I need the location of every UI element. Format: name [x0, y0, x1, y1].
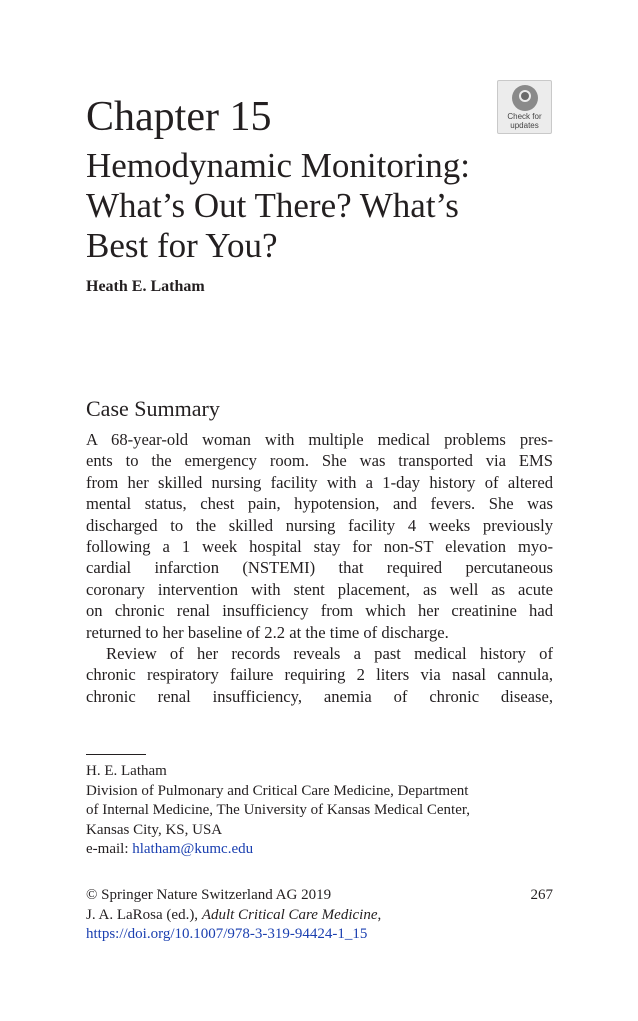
chapter-label: Chapter 15	[86, 94, 272, 140]
author-affiliation	[86, 762, 470, 860]
email-row	[86, 840, 470, 860]
affiliation-line: of Internal Medicine, The University of Kansas Medical Center,	[86, 802, 471, 818]
text-line: chronic renal insufficiency, anemia of chronic disease,	[86, 686, 553, 706]
doi-link[interactable]: https://doi.org/10.1007/978-3-319-94424-1_15	[86, 926, 368, 942]
title-line: What’s Out There? What’s	[86, 186, 459, 225]
paragraph-2	[86, 643, 553, 707]
check-for-updates-icon	[512, 85, 538, 111]
email-link[interactable]: hlatham@kumc.edu	[132, 841, 254, 857]
text-line: Review of her records reveals a past medical history of	[106, 644, 553, 664]
page-number: 267	[530, 887, 553, 903]
title-line: Best for You?	[86, 226, 278, 265]
chapter-title	[86, 146, 546, 266]
badge-label-1: Check for	[507, 112, 542, 121]
citation-suffix: ,	[377, 906, 382, 923]
doi-row	[86, 925, 381, 945]
body-text	[86, 429, 553, 707]
paragraph-1	[86, 429, 553, 643]
text-line: cardial infarction (NSTEMI) that required percutaneous	[86, 558, 553, 578]
text-line: chronic respiratory failure requiring 2 liters via nasal cannula,	[86, 665, 553, 685]
section-heading: Case Summary	[86, 396, 220, 421]
check-for-updates-badge[interactable]	[497, 80, 552, 134]
footer-citation	[86, 886, 381, 945]
text-line: from her skilled nursing facility with a 1-day history of altered	[86, 472, 553, 492]
citation-line	[86, 906, 381, 926]
text-line: returned to her baseline of 2.2 at the time of discharge.	[86, 622, 449, 642]
text-line: A 68-year-old woman with multiple medical problems pres-	[86, 430, 553, 449]
copyright-line: © Springer Nature Switzerland AG 2019	[86, 887, 332, 903]
affiliation-line: Kansas City, KS, USA	[86, 821, 223, 838]
affiliation-line: Division of Pulmonary and Critical Care Medicine, Department	[86, 782, 469, 799]
text-line: coronary intervention with stent placement, as well as acute	[86, 579, 553, 599]
footnote-divider	[86, 754, 146, 755]
text-line: following a 1 week hospital stay for non-ST elevation myo-	[86, 537, 553, 557]
text-line: on chronic renal insufficiency from which her creatinine had	[86, 601, 553, 621]
affiliation-name: H. E. Latham	[86, 763, 167, 779]
text-line: mental status, chest pain, hypotension, and fevers. She was	[86, 494, 553, 514]
email-label: e-mail:	[86, 841, 133, 857]
badge-label-2: updates	[510, 121, 539, 130]
author-name: Heath E. Latham	[86, 278, 205, 295]
text-line: ents to the emergency room. She was transported via EMS	[86, 451, 553, 471]
title-line: Hemodynamic Monitoring:	[86, 146, 470, 185]
text-line: discharged to the skilled nursing facility 4 weeks previously	[86, 515, 553, 535]
book-title: Adult Critical Care Medicine	[201, 906, 378, 923]
citation-prefix: J. A. LaRosa (ed.),	[86, 906, 202, 923]
